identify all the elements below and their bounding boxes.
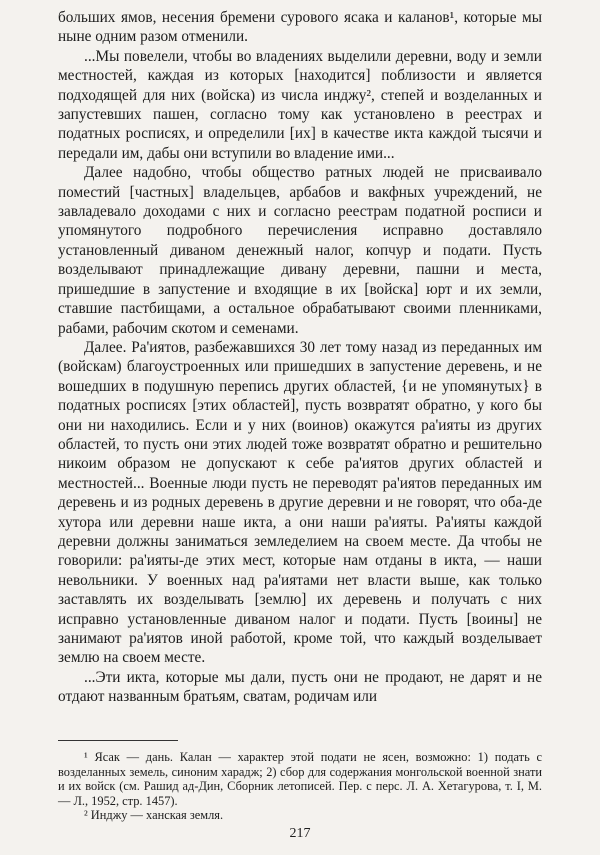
footnotes bbox=[58, 750, 542, 823]
paragraph: Далее. Ра'иятов, разбежавшихся 30 лет тому назад из переданных им (войскам) благоустроенных или пришедших в запустение деревень, и не вошедших в подушную перепись других областей, {и не упомянутых} в податных росписях [этих областей], пусть возвратят обратно, у кого бы они ни находились. Если и у них (воинов) окажутся ра'ияты из других областей, то пусть они этих людей тоже возвратят обратно и решительно никоим образом не допускают к себе ра'иятов других областей и местностей... Военные люди пусть не переводят ра'иятов переданных им деревень и из родных деревень в другие деревни и не говорят, что оба-де хутора или деревни наше икта, а они наши ра'ияты. Ра'ияты каждой деревни должны заниматься земледелием на своем месте. Да чтобы не говорили: ра'ияты-де этих мест, которые нам отданы в икта, — наши невольники. У военных над ра'иятами нет власти выше, как только заставлять их возделывать [землю] их деревень и получать с них исправно установленные диваном налог и подати. Пусть [воины] не занимают ра'иятов иной работой, кроме той, что каждый возделывает землю на своем месте. bbox=[58, 338, 542, 667]
footnote: ¹ Ясак — дань. Калан — характер этой подати не ясен, возможно: 1) подать с возделанных земель, синоним харадж; 2) сбор для содержания монгольской военной знати и их войск (см. Рашид ад-Дин, Сборник летописей. Пер. с перс. Л. А. Хетагурова, т. I, М. — Л., 1952, стр. 1457). bbox=[58, 750, 542, 808]
footnote-divider bbox=[58, 740, 178, 741]
paragraph: Далее надобно, чтобы общество ратных людей не присваивало поместий [частных] владельцев, арбабов и вакфных учреждений, не завладевало доходами с них и согласно реестрам податной росписи и упомянутого подробного перечисления исправно доставляло установленный диваном денежный налог, копчур и подати. Пусть возделывают принадлежащие дивану деревни, пашни и места, пришедшие в запустение и входящие в их [войска] юрт и их земли, ставшие пастбищами, а остальное обрабатывают своими пленниками, рабами, рабочим скотом и семенами. bbox=[58, 164, 542, 337]
footnote: ² Инджу — ханская земля. bbox=[84, 808, 224, 823]
paragraph-continued: больших ямов, несения бремени сурового ясака и каланов¹, которые мы ныне одним разом отменили. bbox=[58, 9, 542, 46]
main-text bbox=[58, 8, 542, 707]
paragraph: ...Эти икта, которые мы дали, пусть они не продают, не дарят и не отдают названным братьям, сватам, родичам или bbox=[58, 668, 542, 706]
page-number: 217 bbox=[289, 826, 311, 841]
paragraph: ...Мы повелели, чтобы во владениях выделили деревни, воду и земли местностей, каждая из которых [находится] поблизости и является подходящей для них (войска) из числа инджу², степей и возделанных и запустевших пашен, согласно тому как установлено в реестрах и податных росписях, и определили [их] в качестве икта каждой тысячи и передали им, дабы они вступили во владение ими... bbox=[58, 47, 542, 162]
